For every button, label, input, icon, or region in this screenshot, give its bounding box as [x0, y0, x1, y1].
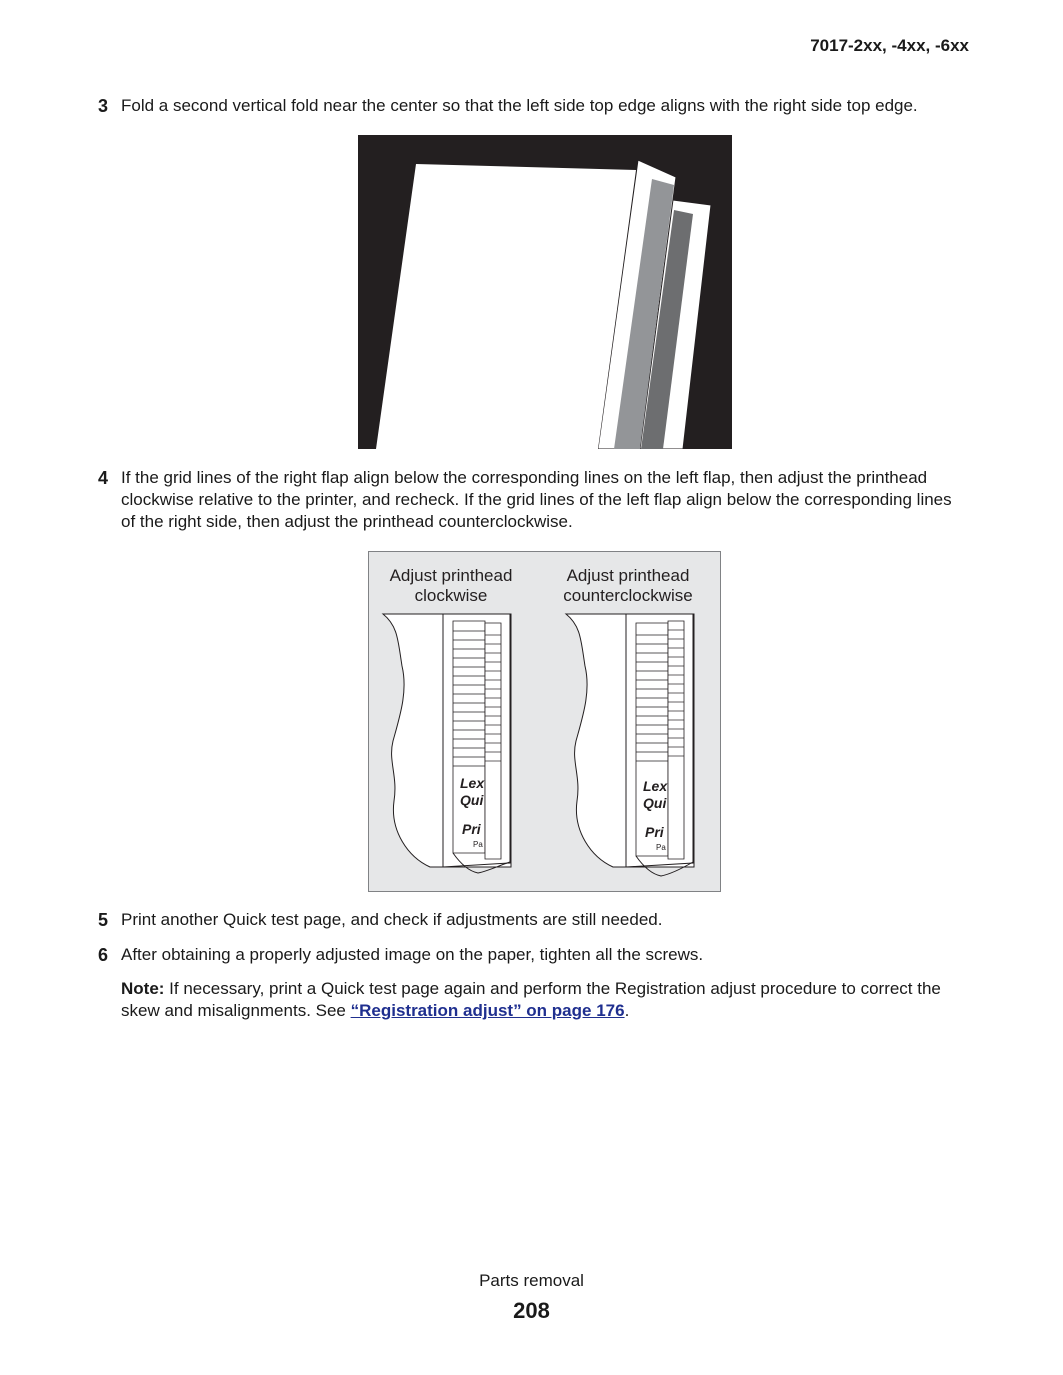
page-text-pa: Pa: [656, 843, 666, 852]
step-text: Fold a second vertical fold near the center so that the left side top edge aligns with the right side top edge.: [121, 96, 918, 115]
page-text-lex: Lex: [643, 778, 668, 794]
note-text: If necessary, print a Quick test page again and perform the Registration adjust procedure to correct the skew and misalignments. See: [121, 979, 941, 1020]
clockwise-label-line2: clockwise: [414, 586, 488, 605]
folded-paper-figure: [358, 135, 732, 454]
step-text: If the grid lines of the right flap align below the corresponding lines on the left flap, then adjust the printhead clockwise relative to the printer, and recheck. If the grid lines of the left flap align below the corresponding lines of the right side, then adjust the printhead counterclockwise.: [121, 468, 952, 531]
counterclockwise-label-line2: counterclockwise: [563, 586, 693, 605]
note-end: .: [624, 1001, 630, 1020]
note-paragraph: [121, 978, 971, 1022]
counterclockwise-folded-page: [566, 614, 694, 876]
step-4: [98, 467, 970, 533]
printhead-adjust-illustration: [368, 551, 721, 892]
page-text-qui: Qui: [643, 795, 667, 811]
page-number: 208: [513, 1298, 550, 1323]
registration-adjust-link[interactable]: “Registration adjust” on page 176: [350, 1001, 625, 1020]
step-text: After obtaining a properly adjusted image on the paper, tighten all the screws.: [121, 945, 704, 964]
page-text-lex: Lex: [460, 775, 485, 791]
folded-paper-illustration: [358, 135, 732, 449]
step-5: [98, 909, 970, 931]
step-3: [98, 95, 970, 117]
counterclockwise-label-line1: Adjust printhead: [566, 566, 690, 585]
step-6: [98, 944, 970, 966]
footer-section-title: Parts removal: [479, 1271, 584, 1290]
note-label: Note:: [121, 979, 165, 998]
page-text-pri: Pri: [462, 821, 481, 837]
page-text-pri: Pri: [645, 824, 664, 840]
clockwise-label-line1: Adjust printhead: [389, 566, 513, 585]
page-text-pa: Pa: [473, 840, 483, 849]
step-number: 4: [98, 468, 109, 488]
step-number: 6: [98, 945, 109, 965]
step-text: Print another Quick test page, and check if adjustments are still needed.: [121, 910, 663, 929]
document-model-header: 7017-2xx, -4xx, -6xx: [810, 36, 969, 55]
step-number: 3: [98, 96, 109, 116]
printhead-adjust-figure: [368, 551, 721, 897]
page-text-qui: Qui: [460, 792, 484, 808]
step-number: 5: [98, 910, 109, 930]
clockwise-folded-page: [383, 614, 511, 873]
